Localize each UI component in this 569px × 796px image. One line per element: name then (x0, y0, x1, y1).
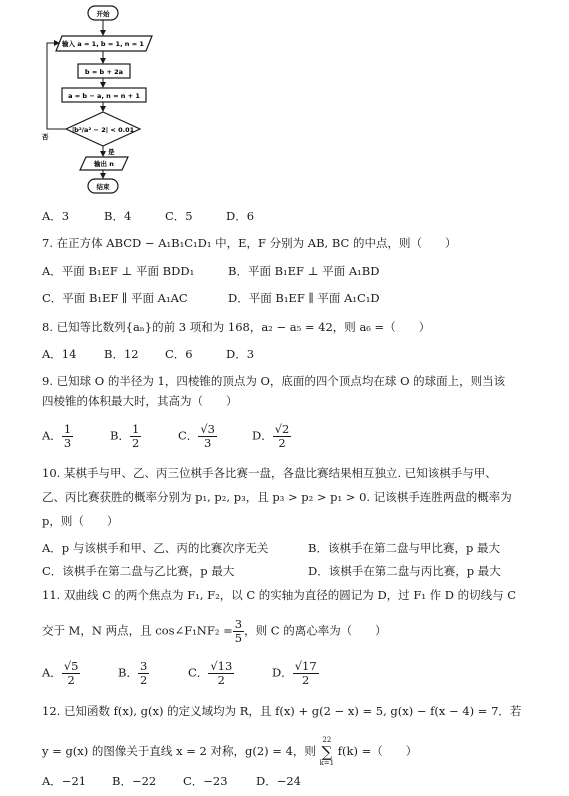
q9-option-a: A． $\frac{1}{3}$ (42, 422, 72, 450)
q11-option-c: C． $\frac{√13}{2}$ (188, 659, 233, 687)
q9-stem-line1: 9. 已知球 O 的半径为 1，四棱锥的顶点为 O，底面的四个顶点均在球 O 的球面上，则当该 (42, 374, 506, 388)
q8-stem: 8. 已知等比数列{aₙ}的前 3 项和为 168，a₂ − a₅ = 42，则 a₆ =（ ） (42, 320, 431, 334)
q10-stem-line1: 10. 某棋手与甲、乙、丙三位棋手各比赛一盘，各盘比赛结果相互独立. 已知该棋手与甲、 (42, 466, 497, 480)
sum-symbol: 22 ∑ k=1 (319, 736, 335, 767)
q6-option-b: B．4 (104, 209, 132, 223)
q7-option-d: D．平面 B₁EF ∥ 平面 A₁C₁D (228, 291, 380, 305)
flow-condition-text: |b²/a² − 2| < 0.01 (71, 126, 135, 134)
flow-output-text: 输出 n (94, 160, 114, 168)
q8-option-b: B．12 (104, 347, 139, 361)
flow-start-text: 开始 (96, 10, 110, 18)
q9-stem-line2: 四棱锥的体积最大时，其高为（ ） (42, 394, 238, 408)
q6-option-a: A．3 (42, 209, 70, 223)
q7-stem: 7. 在正方体 ABCD − A₁B₁C₁D₁ 中，E，F 分别为 AB, BC 的中点，则（ ） (42, 236, 457, 250)
q8-option-a: A．14 (42, 347, 77, 361)
q11-stem-line2: 交于 M，N 两点，且 cos∠F₁NF₂ = $\frac{3}{5}$ ，则 C 的离心率为（ ） (42, 617, 387, 645)
q12-stem-line1: 12. 已知函数 f(x), g(x) 的定义域均为 R，且 f(x) + g(2 − x) = 5, g(x) − f(x − 4) = 7．若 (42, 704, 522, 718)
flow-step1-text: b = b + 2a (84, 68, 124, 76)
q8-option-c: C．6 (165, 347, 193, 361)
q10-option-b: B．该棋手在第二盘与甲比赛，p 最大 (308, 541, 500, 555)
q10-stem-line3: p，则（ ） (42, 514, 119, 528)
q11-option-a: A． $\frac{√5}{2}$ (42, 659, 79, 687)
q11-stem-line1: 11. 双曲线 C 的两个焦点为 F₁, F₂，以 C 的实轴为直径的圆记为 D，过 F₁ 作 D 的切线与 C (42, 588, 517, 602)
q12-option-d: D．−24 (256, 774, 301, 788)
q12-option-b: B．−22 (112, 774, 157, 788)
q10-stem-line2: 乙、丙比赛获胜的概率分别为 p₁, p₂, p₃，且 p₃ > p₂ > p₁ > 0. 记该棋手连胜两盘的概率为 (42, 490, 512, 504)
q12-option-c: C．−23 (183, 774, 228, 788)
q9-option-b: B． $\frac{1}{2}$ (110, 422, 140, 450)
flowchart (40, 3, 160, 195)
q9-option-d: D． $\frac{√2}{2}$ (252, 422, 290, 450)
flow-input-text: 输入 a = 1, b = 1, n = 1 (62, 40, 144, 48)
q7-option-b: B．平面 B₁EF ⊥ 平面 A₁BD (228, 264, 380, 278)
q11-option-b: B． $\frac{3}{2}$ (118, 659, 148, 687)
q7-option-c: C．平面 B₁EF ∥ 平面 A₁AC (42, 291, 188, 305)
q10-option-a: A．p 与该棋手和甲、乙、丙的比赛次序无关 (42, 541, 269, 555)
q10-option-c: C．该棋手在第二盘与乙比赛，p 最大 (42, 564, 235, 578)
flow-no-label: 否 (42, 133, 49, 141)
flow-yes-label: 是 (108, 148, 115, 156)
q12-stem-line2: y = g(x) 的图像关于直线 x = 2 对称，g(2) = 4，则 22 ∑ k=1 f(k) =（ ） (42, 736, 418, 767)
flow-end-text: 结束 (96, 183, 110, 191)
q9-option-c: C． $\frac{√3}{3}$ (178, 422, 215, 450)
q12-option-a: A．−21 (42, 774, 87, 788)
q6-option-c: C．5 (165, 209, 193, 223)
flow-step2-text: a = b − a, n = n + 1 (68, 92, 140, 100)
q7-option-a: A．平面 B₁EF ⊥ 平面 BDD₁ (42, 264, 195, 278)
q11-option-d: D． $\frac{√17}{2}$ (272, 659, 317, 687)
q6-option-d: D．6 (226, 209, 255, 223)
q8-option-d: D．3 (226, 347, 255, 361)
q10-option-d: D．该棋手在第二盘与丙比赛，p 最大 (308, 564, 501, 578)
